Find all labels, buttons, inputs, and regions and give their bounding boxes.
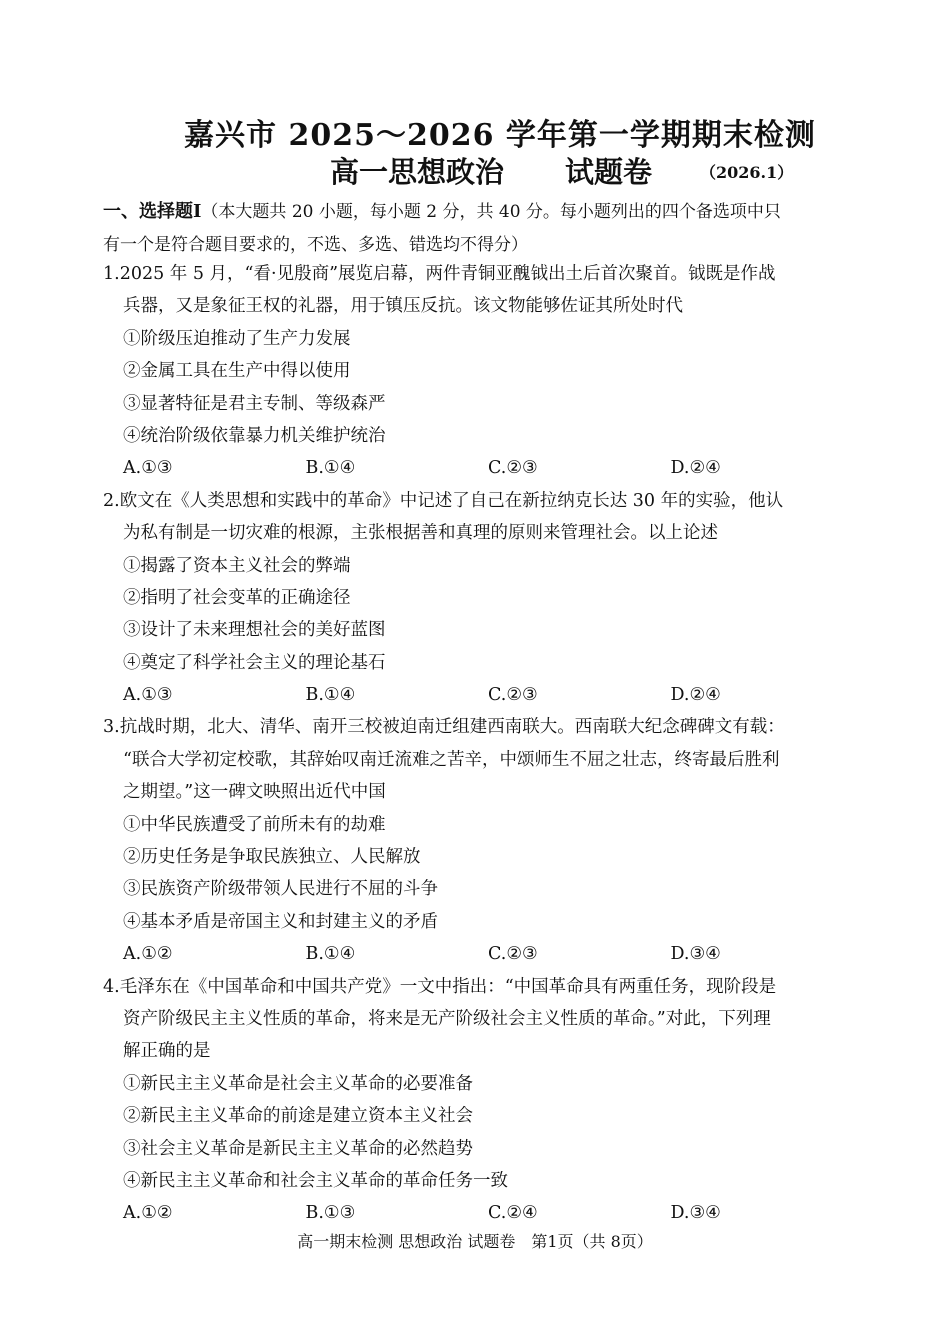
section-instructions-line1: （本大题共 20 小题，每小题 2 分，共 40 分。每小题列出的四个备选项中只 — [201, 202, 781, 222]
question-item: ②金属工具在生产中得以使用 — [123, 361, 351, 382]
question-2 — [103, 485, 853, 712]
question-item: ②指明了社会变革的正确途径 — [123, 587, 351, 608]
question-item: ①阶级压迫推动了生产力发展 — [123, 328, 351, 349]
question-item: ②历史任务是争取民族独立、人民解放 — [123, 847, 421, 868]
option-b: B.①④ — [305, 458, 356, 479]
option-b: B.①④ — [305, 685, 356, 706]
option-d: D.②④ — [670, 685, 721, 706]
question-item: ③显著特征是君主专制、等级森严 — [123, 393, 386, 414]
section-instructions-line2: 有一个是符合题目要求的，不选、多选、错选均不得分） — [103, 235, 528, 255]
question-item: ①中华民族遭受了前所未有的劫难 — [123, 814, 386, 835]
page-footer: 高一期末检测 思想政治 试题卷 第1页（共 8页） — [297, 1232, 653, 1251]
question-item: ②新民主主义革命的前途是建立资本主义社会 — [123, 1106, 473, 1127]
option-b: B.①③ — [305, 1203, 356, 1224]
option-a: A.①③ — [123, 685, 173, 706]
question-1 — [103, 258, 853, 485]
option-c: C.②④ — [488, 1203, 538, 1224]
question-stem-line: 资产阶级民主主义性质的革命，将来是无产阶级社会主义性质的革命。”对此，下列理 — [123, 1008, 771, 1029]
subject-title: 高一思想政治 — [330, 155, 505, 189]
answer-options — [103, 1197, 853, 1229]
question-4 — [103, 971, 853, 1230]
option-d: D.③④ — [670, 1203, 721, 1224]
paper-kind: 试题卷 — [565, 155, 653, 189]
question-stem-line: 之期望。”这一碑文映照出近代中国 — [123, 782, 386, 803]
question-stem-line: 为私有制是一切灾难的根源，主张根据善和真理的原则来管理社会。以上论述 — [123, 523, 718, 544]
section-instructions — [103, 195, 853, 262]
option-c: C.②③ — [488, 944, 538, 965]
question-item: ③民族资产阶级带领人民进行不屈的斗争 — [123, 879, 438, 900]
question-list — [103, 258, 853, 1230]
question-item: ①新民主主义革命是社会主义革命的必要准备 — [123, 1073, 473, 1094]
option-a: A.①② — [123, 1203, 173, 1224]
question-item: ④统治阶级依靠暴力机关维护统治 — [123, 425, 386, 446]
question-stem-line: 3.抗战时期，北大、清华、南开三校被迫南迁组建西南联大。西南联大纪念碑碑文有载： — [103, 717, 785, 738]
question-stem-line: 解正确的是 — [123, 1041, 211, 1062]
answer-options — [103, 679, 853, 711]
question-stem-line: 1.2025 年 5 月，“看·见殷商”展览启幕，两件青铜亚醜钺出土后首次聚首。钺既是作战 — [103, 264, 776, 284]
question-stem-line: 4.毛泽东在《中国革命和中国共产党》一文中指出：“中国革命具有两重任务，现阶段是 — [103, 976, 777, 997]
exam-title: 嘉兴市 2025～2026 学年第一学期期末检测 — [184, 118, 816, 153]
question-3 — [103, 711, 853, 970]
option-d: D.②④ — [670, 458, 721, 479]
option-d: D.③④ — [670, 944, 721, 965]
question-stem-line: “联合大学初定校歌，其辞始叹南迁流难之苦辛，中颂师生不屈之壮志，终寄最后胜利 — [123, 749, 780, 770]
option-c: C.②③ — [488, 458, 538, 479]
question-item: ③社会主义革命是新民主主义革命的必然趋势 — [123, 1138, 473, 1159]
answer-options — [103, 452, 853, 484]
answer-options — [103, 938, 853, 970]
question-item: ③设计了未来理想社会的美好蓝图 — [123, 620, 386, 641]
section-heading: 一、选择题Ⅰ — [103, 201, 202, 222]
question-item: ④基本矛盾是帝国主义和封建主义的矛盾 — [123, 911, 438, 932]
option-a: A.①② — [123, 944, 173, 965]
question-item: ①揭露了资本主义社会的弊端 — [123, 555, 351, 576]
option-a: A.①③ — [123, 458, 173, 479]
question-stem-line: 兵器，又是象征王权的礼器，用于镇压反抗。该文物能够佐证其所处时代 — [123, 296, 683, 317]
question-item: ④新民主主义革命和社会主义革命的革命任务一致 — [123, 1170, 508, 1191]
question-stem-line: 2.欧文在《人类思想和实践中的革命》中记述了自己在新拉纳克长达 30 年的实验，他认 — [103, 490, 784, 511]
option-c: C.②③ — [488, 685, 538, 706]
exam-date: （2026.1） — [700, 163, 794, 182]
option-b: B.①④ — [305, 944, 356, 965]
question-item: ④奠定了科学社会主义的理论基石 — [123, 652, 386, 673]
